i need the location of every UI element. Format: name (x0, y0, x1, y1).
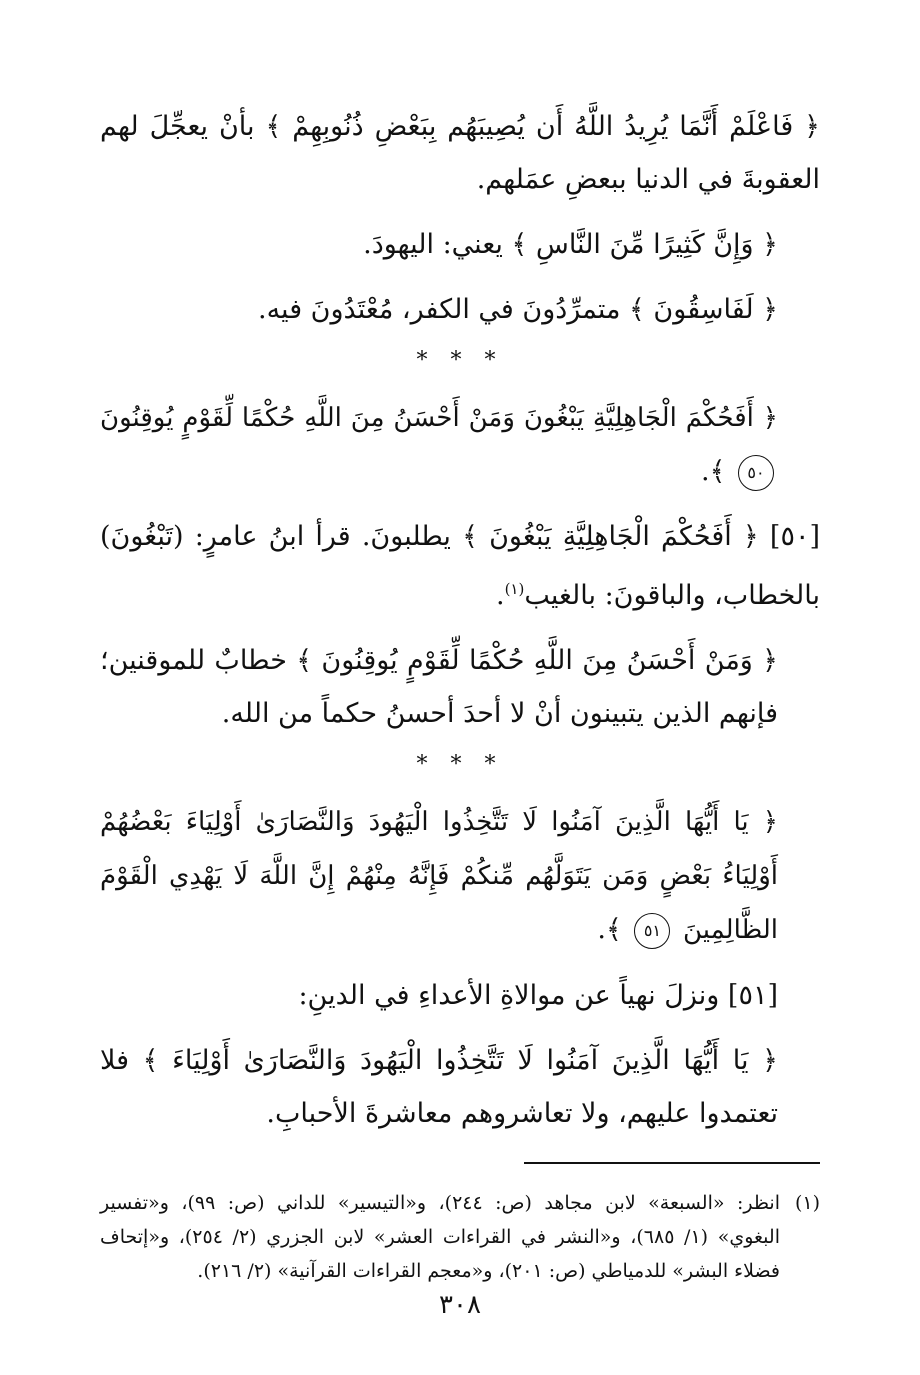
paragraph-3: ﴿ لَفَاسِقُونَ ﴾ متمرِّدُونَ في الكفر، مُعْتَدُونَ فيه. (257, 294, 778, 325)
verse-51 (100, 795, 820, 957)
paragraph-1: ﴿ فَاعْلَمْ أَنَّمَا يُرِيدُ اللَّهُ أَن يُصِيبَهُم بِبَعْضِ ذُنُوبِهِمْ ﴾ بأنْ يعجِّلَ لهم العقوبةَ في الدنيا ببعضِ عمَلهم. (100, 111, 820, 195)
paragraph-5: ﴿ وَمَنْ أَحْسَنُ مِنَ اللَّهِ حُكْمًا لِّقَوْمٍ يُوقِنُونَ ﴾ خطابٌ للموقنين؛ فإنهم الذين يتبينون أنْ لا أحدَ أحسنُ حكماً من الله. (100, 645, 778, 729)
verse-51-text: ﴿ يَا أَيُّهَا الَّذِينَ آمَنُوا لَا تَتَّخِذُوا الْيَهُودَ وَالنَّصَارَىٰ أَوْلِيَاءَ بَعْضُهُمْ أَوْلِيَاءُ بَعْضٍ وَمَن يَتَوَلَّهُم مِّنكُمْ فَإِنَّهُ مِنْهُمْ إِنَّ اللَّهَ لَا يَهْدِي الْقَوْمَ الظَّالِمِينَ (100, 807, 778, 945)
page-number: ٣٠٨ (439, 1290, 481, 1320)
paragraph-6: [٥١] ونزلَ نهياً عن موالاةِ الأعداءِ في الدينِ: (298, 980, 778, 1011)
verse-50-closing: ﴾. (701, 456, 726, 487)
footnote-reference: (١) (504, 580, 525, 598)
page-body (100, 100, 820, 1288)
verse-50-text: ﴿ أَفَحُكْمَ الْجَاهِلِيَّةِ يَبْغُونَ وَمَنْ أَحْسَنُ مِنَ اللَّهِ حُكْمًا لِّقَوْمٍ يُوقِنُونَ (100, 403, 778, 433)
footnote-mark: (١) (794, 1192, 820, 1214)
verse-number-marker: ٥٠ (738, 455, 774, 491)
verse-number-marker: ٥١ (634, 913, 670, 949)
paragraph-4-text: [٥٠] ﴿ أَفَحُكْمَ الْجَاهِلِيَّةِ يَبْغُونَ ﴾ يطلبونَ. قرأ ابنُ عامرٍ: (تَبْغُونَ) بالخطاب، والباقونَ: بالغيب (100, 521, 820, 611)
paragraph-4-end: . (495, 580, 505, 611)
paragraph-7: ﴿ يَا أَيُّهَا الَّذِينَ آمَنُوا لَا تَتَّخِذُوا الْيَهُودَ وَالنَّصَارَىٰ أَوْلِيَاءَ ﴾ فلا تعتمدوا عليهم، ولا تعاشروهم معاشرةَ الأحبابِ. (100, 1045, 778, 1129)
paragraph-4 (100, 510, 820, 622)
paragraph-2: ﴿ وَإِنَّ كَثِيرًا مِّنَ النَّاسِ ﴾ يعني: اليهودَ. (363, 229, 778, 260)
verse-50 (100, 391, 820, 498)
verse-51-closing: ﴾. (597, 914, 622, 945)
section-separator-stars: * * * (416, 348, 504, 373)
footnote-text: انظر: «السبعة» لابن مجاهد (ص: ٢٤٤)، و«التيسير» للداني (ص: ٩٩)، و«تفسير البغوي» (١/ ٦٨٥)، و«النشر في القراءات العشر» لابن الجزري (٢/ ٢٥٤)، و«إتحاف فضلاء البشر» للدمياطي (ص: ٢٠١)، و«معجم القراءات القرآنية» (٢/ ٢١٦). (100, 1192, 780, 1282)
footnote-separator (524, 1162, 820, 1164)
section-separator-stars: * * * (416, 752, 504, 777)
footnote (100, 1186, 820, 1288)
